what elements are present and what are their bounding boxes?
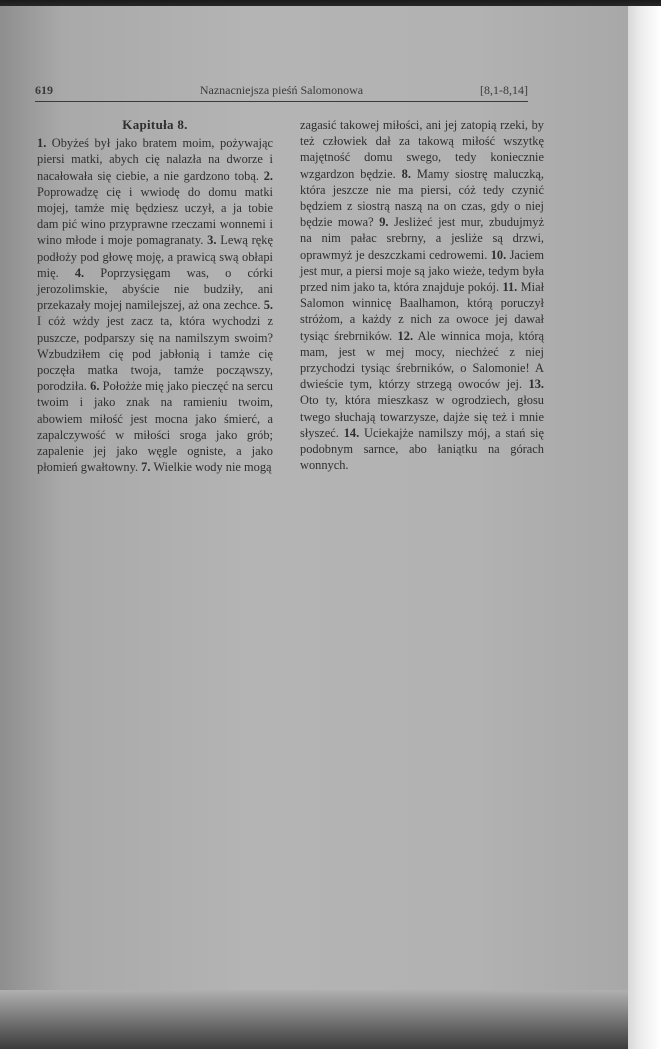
verse-text: Jaciem jest mur, a piersi moje są jako wieże, tedym była przed nim jako ta, która znajduje pokój.	[300, 247, 544, 295]
verse-number: 14.	[338, 425, 360, 440]
page-number: 619	[35, 83, 53, 97]
verse-text: Poprzysięgam was, o córki jerozolimskie, abyście nie budziły, ani przekazały mojej namilejszej, aż ona zechce.	[37, 265, 273, 313]
verse-text: Lewą rękę podłoży pod głowę moję, a prawicą swą obłapi mię.	[37, 233, 273, 280]
chapter-title: Kapituła 8.	[122, 117, 188, 132]
verse-text: Miał Salomon winnicę Baalhamon, którą poruczył stróżom, a każdy z nich za owoce jej dawał tysiąc śrebrników.	[300, 280, 545, 343]
verse-number: 13.	[522, 377, 544, 392]
running-head	[35, 81, 528, 101]
verse-4	[37, 266, 273, 312]
verse-number: 3.	[203, 233, 217, 248]
verse-number: 9.	[373, 215, 389, 230]
verse-number: 10.	[487, 247, 507, 262]
verse-number: 12.	[392, 328, 414, 343]
verse-text: Jesliżeć jest mur, zbudujmyż na nim pałac srebrny, a jesliże są drzwi, oprawmyż je deszczkami cedrowemi.	[300, 215, 545, 262]
verse-text: Ale winnica moja, którą mam, jest w mej mocy, niechżeć z niej przychodzi tysiąc śrebrników, o Salomonie! A dwieście tym, którzy strzegą owoców jej.	[300, 328, 545, 392]
verse-1	[37, 136, 273, 182]
verse-text: Wielkie wody nie mogą	[150, 460, 272, 475]
running-title: Naznacniejsza pieśń Salomonowa	[199, 83, 364, 97]
right-column	[300, 117, 544, 473]
verse-text: Oto ty, która mieszkasz w ogrodziech, głosu twego słuchają towarzysze, dajże się też i mnie słyszeć.	[300, 393, 544, 440]
verse-number: 4.	[58, 265, 85, 280]
verse-text: Obyżeś był jako bratem moim, pożywając piersi matki, abych cię nalazła na dworze i nacałowała się ciebie, a nie gardzono tobą.	[37, 136, 273, 183]
verse-number: 2.	[258, 168, 273, 183]
left-column	[37, 117, 273, 475]
verse-number: 5.	[260, 298, 274, 313]
page-bottom-edge	[0, 990, 628, 1049]
verse-number: 1.	[37, 136, 47, 151]
verse-reference: [8,1-8,14]	[480, 83, 528, 97]
page-right-edge	[628, 6, 661, 1049]
verse-number: 8.	[395, 166, 411, 181]
verse-text: Położże mię jako pieczęć na sercu twoim i jako znak na ramieniu twoim, abowiem miłość jest mocna jako śmierć, a zapalczywość w miłości sroga jako grób; zapalenie jej jako węgle ogniste, a jako płomień gwałtowny.	[37, 379, 274, 475]
verse-text: I cóż wżdy jest zacz ta, która wychodzi z puszcze, podparszy się na namilszym swoim? Wzbudziłem cię pod jabłonią i tamże cię poczęła matka twoja, tamże począwszy, porodziła.	[37, 314, 273, 394]
header-rule	[35, 101, 528, 102]
verse-text: zagasić takowej miłości, ani jej zatopią rzeki, by też człowiek dał za takową miłość wszytkę majętność domu swego, tedy koniecznie wzgardzon będzie.	[300, 118, 544, 181]
verse-number: 6.	[86, 379, 100, 394]
verse-text: Uciekajże namilszy mój, a stań się podobnym sarnce, abo łaniątku na górach wonnych.	[300, 425, 544, 473]
verse-7	[138, 460, 271, 474]
verse-text: Poprowadzę cię i wwiodę do domu matki mojej, tamże mię będziesz uczył, a ja tobie dam pić wino przyprawne rzeczami wonnemi i wino młode i moje pomagranaty.	[37, 184, 273, 248]
verse-number: 7.	[138, 460, 151, 475]
verse-number: 11.	[499, 280, 518, 295]
verse-text: Mamy siostrę maluczką, która jeszcze nie ma piersi, cóż tedy czynić będziem z siostrą naszą na on czas, gdy o niej będzie mowa?	[300, 166, 545, 230]
